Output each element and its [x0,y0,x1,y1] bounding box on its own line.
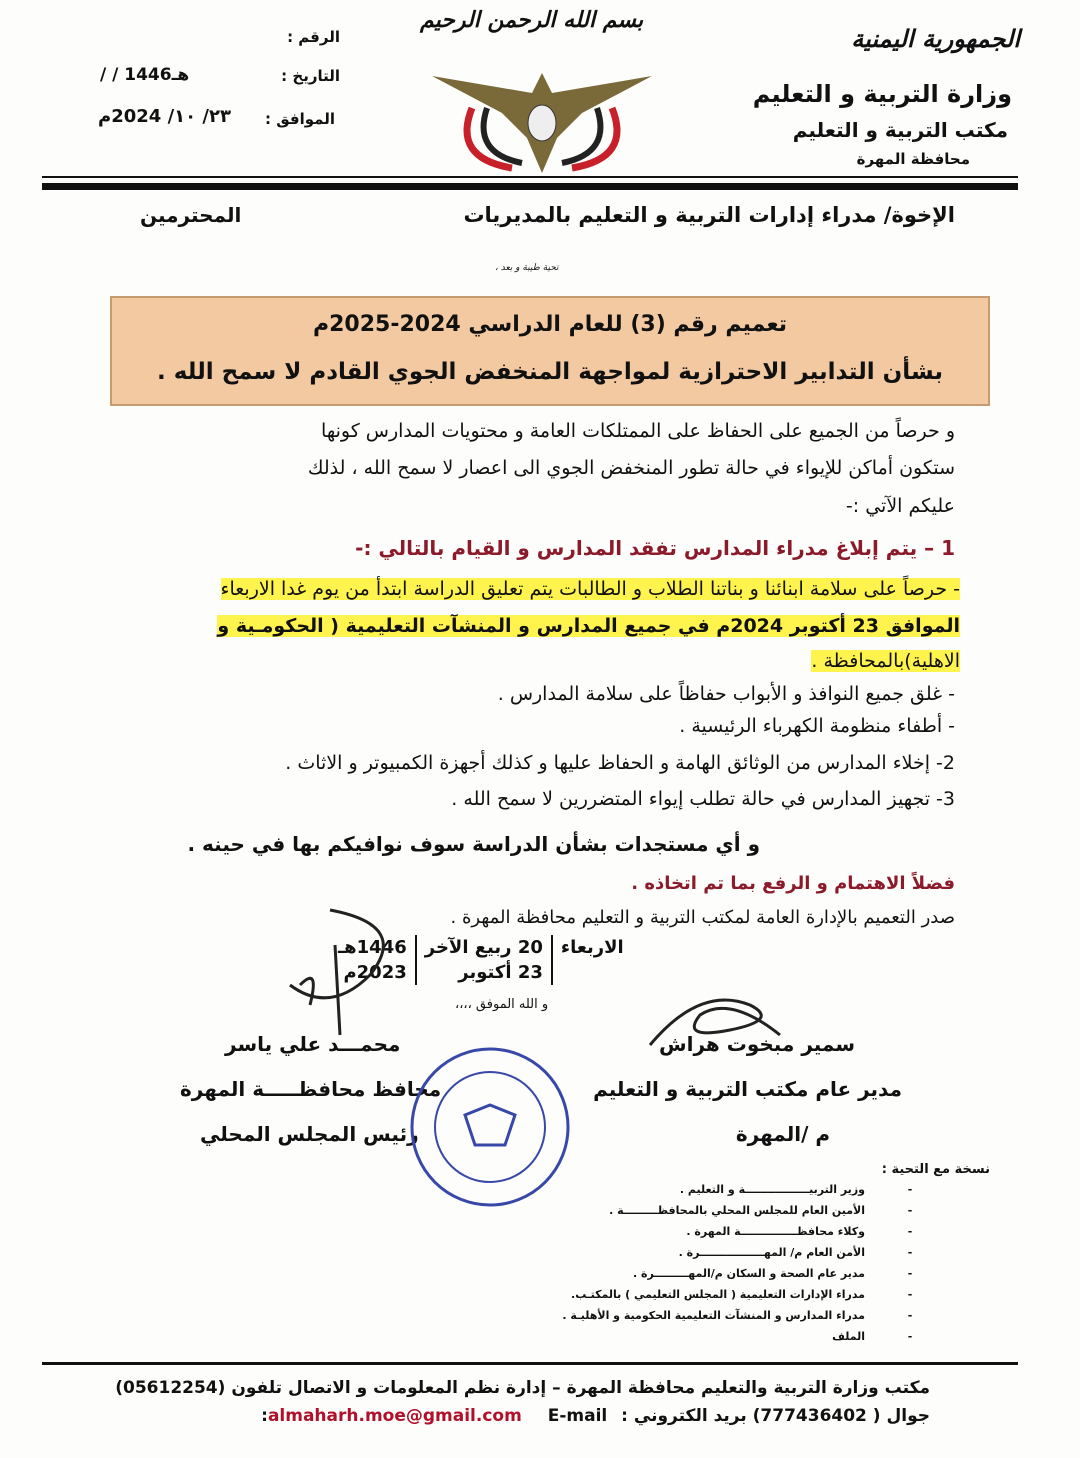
corresponding-value: ٢٣/ ١٠/ 2024م [98,106,231,127]
email-label: E-mail: [261,1406,608,1426]
copies-list [562,1162,990,1351]
intro-line-2: ستكون أماكن للإيواء في حالة تطور المنخفض الجوي الى اعصار لا سمح الله ، لذلك [307,457,955,479]
office-name: مكتب التربية و التعليم [792,118,1008,142]
email-link[interactable]: almaharh.moe@gmail.com [267,1406,522,1426]
council-role: رئيس المجلس المحلي [200,1122,419,1146]
corresponding-label: الموافق : [265,110,335,128]
item-2: 2- إخلاء المدارس من الوثائق الهامة و الحفاظ عليها و كذلك أجهزة الكمبيوتر و الاثاث . [285,752,955,774]
footer-mobile: جوال ( 777436402) بريد الكتروني : [621,1406,930,1426]
footer-mobile-email [261,1406,930,1426]
hijri-year: 1446هـ [338,937,407,958]
director-title: مدير عام مكتب التربية و التعليم [593,1077,902,1101]
sub-item-2: - أطفاء منظومة الكهرباء الرئيسية . [679,715,955,737]
official-seal [405,1045,575,1210]
header-rule-thick [42,183,1018,190]
circular-title: تعميم رقم (3) للعام الدراسي 2024-2025م [312,312,788,337]
footer-rule [42,1362,1018,1365]
copy-item: -مدراء الإدارات التعليمية ( المجلس التعليمي ) بالمكتـب. [571,1288,913,1301]
highlighted-line-2: الموافق 23 أكتوبر 2024م في جميع المدارس و المنشآت التعليمية ( الحكومـية و [217,615,960,637]
copy-item: -مدير عام الصحة و السكان م/المهـــــــــرة . [633,1267,913,1280]
highlighted-line-3: الاهلية)بالمحافظة . [811,650,960,672]
closing-request: فضلاً الاهتمام و الرفع بما تم اتخاذه . [631,873,955,894]
republic-eagle-emblem [432,68,652,178]
governorate-name: محافظة المهرة [856,150,970,168]
item-3: 3- تجهيز المدارس في حالة تطلب إيواء المتضررين لا سمح الله . [451,788,955,810]
number-label: الرقم : [287,28,340,46]
date-label: التاريخ : [281,67,340,85]
governor-title: محافظ محافظـــــة المهرة [180,1077,442,1101]
issued-note: صدر التعميم بالإدارة العامة لمكتب التربية و التعليم محافظة المهرة . [450,907,955,928]
item-1: 1 – يتم إبلاغ مدراء المدارس تفقد المدارس و القيام بالتالي :- [355,536,955,560]
sub-item-1: - غلق جميع النوافذ و الأبواب حفاظاً على سلامة المدارس . [497,683,955,705]
governor-signature [270,905,420,1040]
copy-item: -وكلاء محافظـــــــــــــــة المهرة . [686,1225,913,1238]
director-place: م /المهرة [735,1122,830,1146]
respect-word: المحترمين [140,203,242,227]
highlighted-line-1: - حرصاً على سلامة ابنائنا و بناتنا الطلاب و الطالبات يتم تعليق الدراسة ابتدأ من يوم غدا الاربعاء [220,578,960,600]
intro-line-1: و حرصاً من الجميع على الحفاظ على الممتلكات العامة و محتويات المدارس كونها [321,420,955,442]
intro-line-3: عليكم الآتي :- [845,495,955,517]
updates-note: و أي مستجدات بشأن الدراسة سوف نوافيكم بها في حينه . [187,832,760,856]
header-rule [42,176,1018,178]
day-name: الاربعاء [552,935,632,985]
ministry-name: وزارة التربية و التعليم [752,80,1012,108]
basmala: بسم الله الرحمن الرحيم [420,8,644,33]
greg-day: 23 [517,962,543,983]
copy-item: -وزير التربيـــــــــــــــــة و التعليم . [679,1183,913,1196]
signoff: و الله الموفق ،،،، [455,997,549,1012]
addressee: الإخوة/ مدراء إدارات التربية و التعليم بالمديريات [463,203,955,227]
greeting: تحية طيبة و بعد ، [495,263,559,273]
footer-contact: مكتب وزارة التربية والتعليم محافظة المهرة – إدارة نظم المعلومات و الاتصال تلفون (05612254) [115,1378,930,1398]
copy-item: -الملف [832,1330,913,1343]
hijri-day: 20 [517,937,543,958]
director-name: سمير مبخوت هراش [659,1032,855,1056]
governor-name: محمـــد علي ياسر [225,1032,401,1056]
country-name: الجمهورية اليمنية [851,25,1020,53]
greg-year: 2023م [343,962,407,983]
date-value: / / 1446هـ [100,65,190,85]
circular-title-box [110,296,990,406]
copies-heading: نسخة مع التحية : [881,1162,990,1177]
hijri-month: ربيع الآخر [424,937,512,958]
copy-item: -الأمين العام للمجلس المحلي بالمحافظـــــــــة . [609,1204,913,1217]
copy-item: -الأمن العام م/ المهـــــــــــــــــرة . [678,1246,913,1259]
copy-item: -مدراء المدارس و المنشآت التعليمية الحكومية و الأهليـة . [562,1309,913,1322]
circular-subject: بشأن التدابير الاحترازية لمواجهة المنخفض الجوي القادم لا سمح الله . [157,359,943,385]
greg-month: أكتوبر [458,962,512,983]
